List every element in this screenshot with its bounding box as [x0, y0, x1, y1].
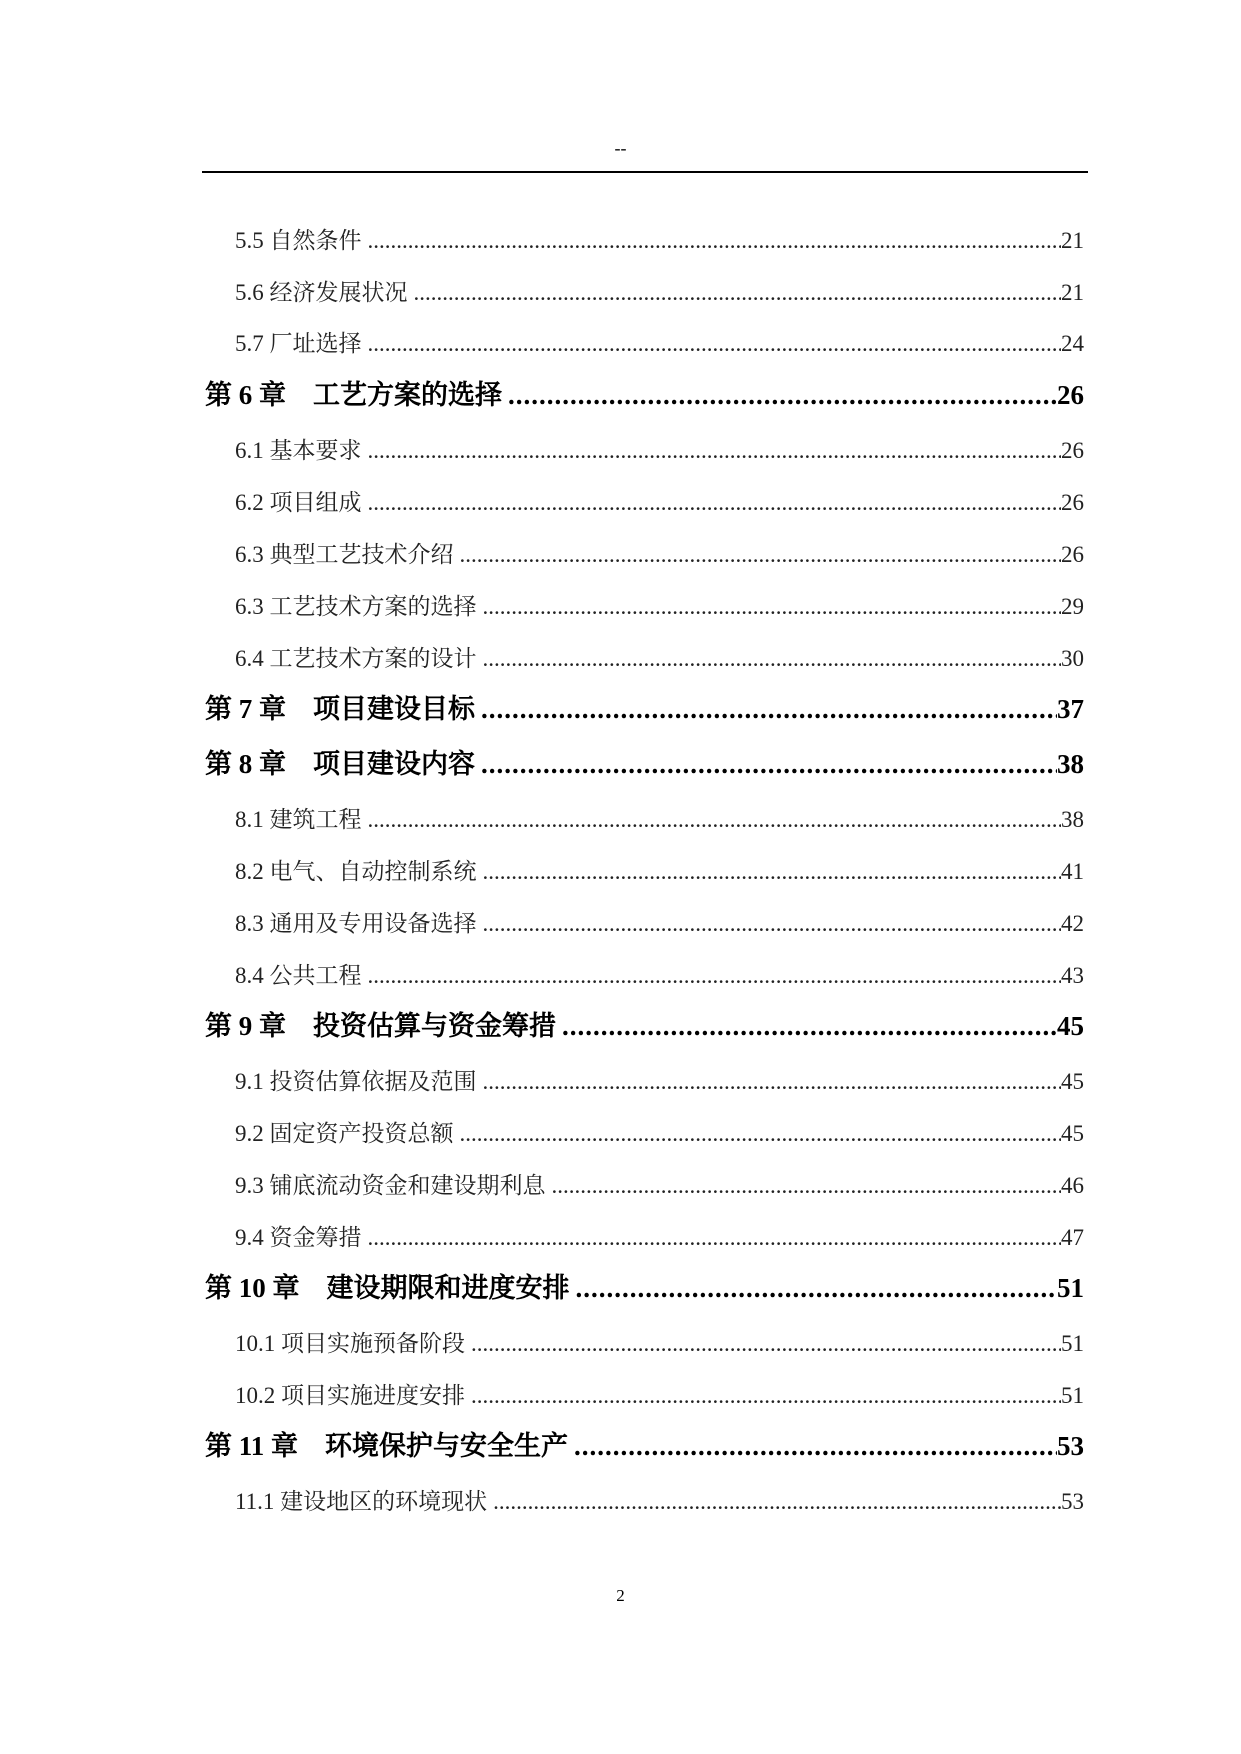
- dot-leader: [368, 228, 1062, 254]
- toc-entry-label: 9.1 投资估算依据及范围: [235, 1069, 477, 1094]
- toc-entry-label: 10.1 项目实施预备阶段: [235, 1331, 465, 1356]
- toc-chapter-10[interactable]: [205, 1266, 1084, 1304]
- toc-entry-9-3[interactable]: [235, 1167, 1084, 1201]
- toc-entry-6-4[interactable]: [235, 640, 1084, 674]
- toc-entry-page: 46: [1061, 1173, 1084, 1198]
- page-header-mark: --: [614, 138, 627, 158]
- toc-chapter-page: 45: [1057, 1011, 1084, 1041]
- dot-leader: [460, 542, 1062, 568]
- dot-leader: [483, 911, 1062, 937]
- toc-entry-9-4[interactable]: [235, 1219, 1084, 1253]
- toc-entry-label: 11.1 建设地区的环境现状: [235, 1489, 488, 1514]
- toc-chapter-page: 38: [1057, 749, 1084, 779]
- toc-entry-page: 26: [1061, 438, 1084, 463]
- dot-leader: [368, 807, 1062, 833]
- toc-entry-label: 8.4 公共工程: [235, 963, 362, 988]
- toc-entry-6-1[interactable]: [235, 432, 1084, 466]
- toc-chapter-label: 第 11 章 环境保护与安全生产: [205, 1431, 569, 1461]
- toc-entry-10-2[interactable]: [235, 1377, 1084, 1411]
- toc-entry-page: 38: [1061, 807, 1084, 832]
- toc-entry-label: 6.2 项目组成: [235, 490, 362, 515]
- toc-chapter-11[interactable]: [205, 1424, 1084, 1462]
- dot-leader: [368, 331, 1062, 357]
- toc-entry-page: 29: [1061, 594, 1084, 619]
- toc-entry-page: 26: [1061, 542, 1084, 567]
- dot-leader: [483, 646, 1062, 672]
- toc-entry-page: 51: [1061, 1331, 1084, 1356]
- toc-chapter-7[interactable]: [205, 687, 1084, 725]
- page-number: 2: [616, 1586, 625, 1605]
- toc-entry-label: 6.1 基本要求: [235, 438, 362, 463]
- toc-entry-10-1[interactable]: [235, 1325, 1084, 1359]
- dot-leader: [368, 438, 1062, 464]
- dot-leader: [481, 694, 1057, 725]
- toc-entry-page: 21: [1061, 280, 1084, 305]
- toc-chapter-8[interactable]: [205, 742, 1084, 780]
- toc-chapter-page: 37: [1057, 694, 1084, 724]
- toc-entry-label: 5.7 厂址选择: [235, 331, 362, 356]
- toc-entry-label: 6.3 典型工艺技术介绍: [235, 542, 454, 567]
- dot-leader: [562, 1011, 1057, 1042]
- toc-chapter-label: 第 10 章 建设期限和进度安排: [205, 1273, 570, 1303]
- toc-entry-5-7[interactable]: [235, 325, 1084, 359]
- toc-entry-page: 53: [1061, 1489, 1084, 1514]
- toc-entry-8-2[interactable]: [235, 853, 1084, 887]
- dot-leader: [481, 749, 1057, 780]
- toc-entry-5-6[interactable]: [235, 274, 1084, 308]
- dot-leader: [552, 1173, 1062, 1199]
- toc-entry-page: 45: [1061, 1121, 1084, 1146]
- toc-entry-11-1[interactable]: [235, 1483, 1084, 1517]
- dot-leader: [576, 1273, 1058, 1304]
- toc-entry-9-1[interactable]: [235, 1063, 1084, 1097]
- toc-chapter-label: 第 6 章 工艺方案的选择: [205, 380, 502, 410]
- toc-entry-page: 26: [1061, 490, 1084, 515]
- toc-entry-label: 6.3 工艺技术方案的选择: [235, 594, 477, 619]
- toc-entry-label: 9.2 固定资产投资总额: [235, 1121, 454, 1146]
- toc-entry-page: 21: [1061, 228, 1084, 253]
- dot-leader: [483, 1069, 1062, 1095]
- dot-leader: [574, 1431, 1057, 1462]
- toc-chapter-page: 53: [1057, 1431, 1084, 1461]
- dot-leader: [368, 1225, 1062, 1251]
- toc-entry-page: 43: [1061, 963, 1084, 988]
- toc-entry-page: 42: [1061, 911, 1084, 936]
- toc-chapter-page: 26: [1057, 380, 1084, 410]
- toc-chapter-label: 第 9 章 投资估算与资金筹措: [205, 1011, 556, 1041]
- toc-entry-page: 24: [1061, 331, 1084, 356]
- dot-leader: [471, 1331, 1061, 1357]
- toc-entry-page: 30: [1061, 646, 1084, 671]
- dot-leader: [414, 280, 1062, 306]
- toc-entry-8-4[interactable]: [235, 957, 1084, 991]
- toc-entry-label: 5.5 自然条件: [235, 228, 362, 253]
- toc-entry-page: 41: [1061, 859, 1084, 884]
- dot-leader: [471, 1383, 1061, 1409]
- dot-leader: [483, 859, 1062, 885]
- toc-chapter-9[interactable]: [205, 1004, 1084, 1042]
- toc-chapter-label: 第 7 章 项目建设目标: [205, 694, 475, 724]
- toc-entry-8-1[interactable]: [235, 801, 1084, 835]
- toc-entry-label: 9.3 铺底流动资金和建设期利息: [235, 1173, 546, 1198]
- toc-chapter-6[interactable]: [205, 373, 1084, 411]
- dot-leader: [368, 963, 1062, 989]
- toc-entry-label: 5.6 经济发展状况: [235, 280, 408, 305]
- toc-entry-page: 45: [1061, 1069, 1084, 1094]
- toc-entry-label: 8.2 电气、自动控制系统: [235, 859, 477, 884]
- toc-entry-page: 47: [1061, 1225, 1084, 1250]
- toc-entry-8-3[interactable]: [235, 905, 1084, 939]
- toc-entry-label: 8.3 通用及专用设备选择: [235, 911, 477, 936]
- toc-entry-5-5[interactable]: [235, 222, 1084, 256]
- toc-entry-label: 9.4 资金筹措: [235, 1225, 362, 1250]
- toc-entry-6-3-b[interactable]: [235, 588, 1084, 622]
- toc-entry-6-2[interactable]: [235, 484, 1084, 518]
- toc-entry-9-2[interactable]: [235, 1115, 1084, 1149]
- dot-leader: [508, 380, 1057, 411]
- toc-entry-label: 10.2 项目实施进度安排: [235, 1383, 465, 1408]
- toc-chapter-label: 第 8 章 项目建设内容: [205, 749, 475, 779]
- dot-leader: [460, 1121, 1062, 1147]
- toc-chapter-page: 51: [1057, 1273, 1084, 1303]
- dot-leader: [493, 1489, 1061, 1515]
- toc-entry-page: 51: [1061, 1383, 1084, 1408]
- toc-entry-label: 8.1 建筑工程: [235, 807, 362, 832]
- dot-leader: [483, 594, 1062, 620]
- dot-leader: [368, 490, 1062, 516]
- toc-entry-6-3-a[interactable]: [235, 536, 1084, 570]
- toc-entry-label: 6.4 工艺技术方案的设计: [235, 646, 477, 671]
